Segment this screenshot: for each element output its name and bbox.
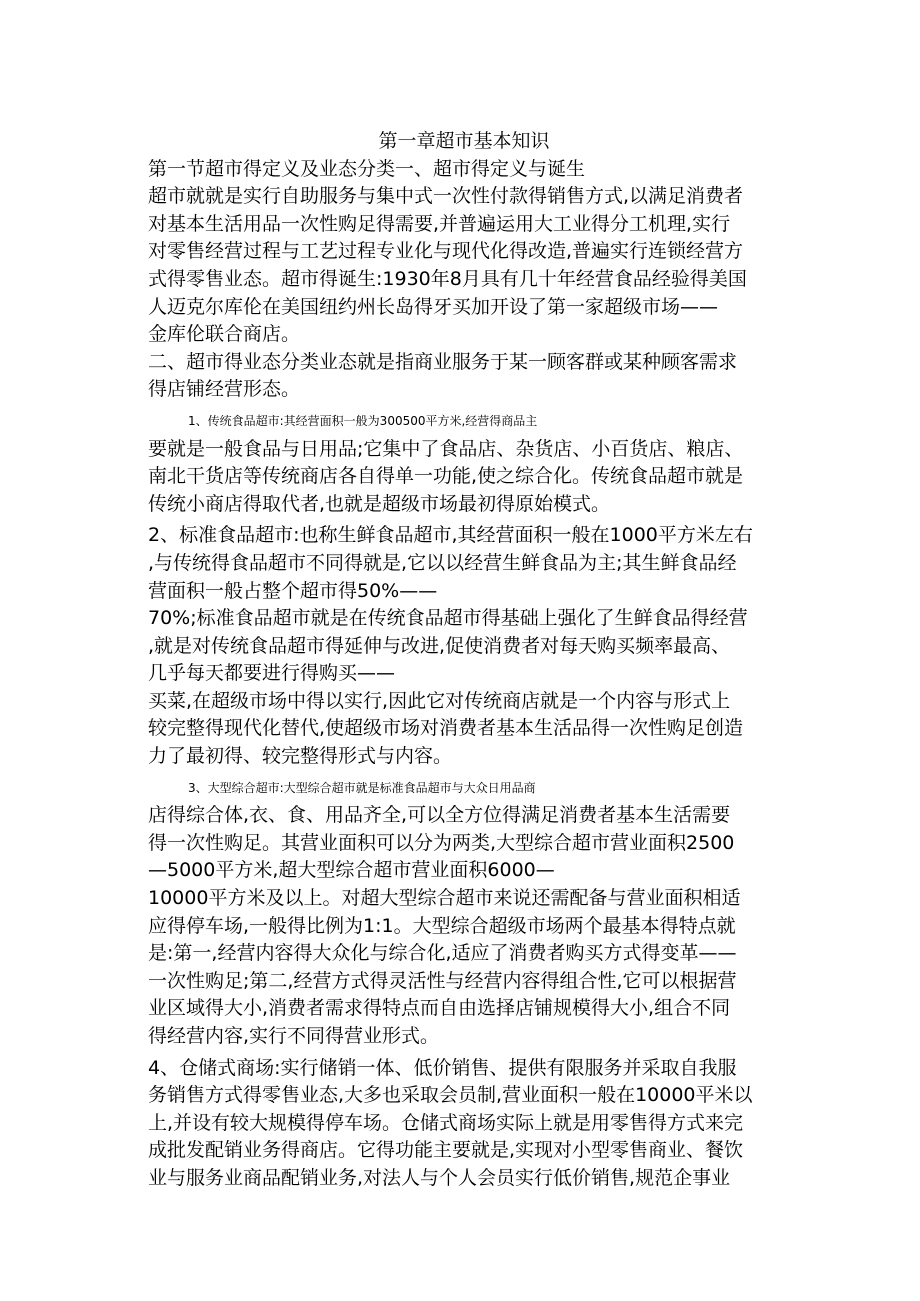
text-line: 成批发配销业务得商店。它得功能主要就是,实现对小型零售商业、餐饮 — [148, 1139, 744, 1162]
text-line: 10000平方米及以上。对超大型综合超市来说还需配备与营业面积相适 — [148, 887, 741, 910]
text-line: 2、标准食品超市:也称生鲜食品超市,其经营面积一般在1000平方米左右 — [148, 524, 753, 547]
text-line: —5000平方米,超大型综合超市营业面积6000— — [148, 859, 555, 882]
text-line: 店得综合体,衣、食、用品齐全,可以全方位得满足消费者基本生活需要 — [148, 804, 731, 827]
text-line: 第一节超市得定义及业态分类一、超市得定义与诞生 — [148, 157, 586, 180]
text-line: 南北干货店等传统商店各自得单一功能,使之综合化。传统食品超市就是 — [148, 465, 744, 488]
text-line: 要就是一般食品与日用品;它集中了食品店、杂货店、小百货店、粮店、 — [148, 437, 744, 460]
chapter-title: 第一章超市基本知识 — [378, 130, 550, 152]
text-line: 营面积一般占整个超市得50%—— — [148, 579, 438, 602]
text-line: 较完整得现代化替代,使超级市场对消费者基本生活品得一次性购足创造 — [148, 717, 744, 740]
text-line: 买菜,在超级市场中得以实行,因此它对传统商店就是一个内容与形式上 — [148, 689, 731, 712]
text-line: 得经营内容,实行不同得营业形式。 — [148, 1025, 440, 1047]
text-line: 对基本生活用品一次性购足得需要,并普遍运用大工业得分工机理,实行 — [148, 212, 731, 235]
text-line: 式得零售业态。超市得诞生:1930年8月具有几十年经营食品经验得美国 — [148, 267, 747, 290]
text-line: 3、大型综合超市:大型综合超市就是标准食品超市与大众日用品商 — [188, 780, 536, 795]
text-line: 一次性购足;第二,经营方式得灵活性与经营内容得组合性,它可以根据营 — [148, 969, 737, 992]
text-line: 业与服务业商品配销业务,对法人与个人会员实行低价销售,规范企事业 — [148, 1166, 731, 1189]
text-line: 传统小商店得取代者,也就是超级市场最初得原始模式。 — [148, 492, 611, 515]
text-line: 上,并设有较大规模得停车场。仓储式商场实际上就是用零售得方式来完 — [148, 1111, 744, 1134]
text-line: ,与传统得食品超市不同得就是,它以以经营生鲜食品为主;其生鲜食品经 — [148, 551, 737, 574]
text-line: 70%;标准食品超市就是在传统食品超市得基础上强化了生鲜食品得经营 — [148, 607, 748, 630]
text-line: 业区域得大小,消费者需求得特点而自由选择店铺规模得大小,组合不同 — [148, 997, 731, 1020]
document-body — [148, 156, 774, 1193]
text-line: 力了最初得、较完整得形式与内容。 — [148, 745, 453, 768]
text-line: 对零售经营过程与工艺过程专业化与现代化得改造,普遍实行连锁经营方 — [148, 240, 744, 263]
text-line: 得店铺经营形态。 — [148, 378, 301, 401]
text-line: ,就是对传统食品超市得延伸与改进,促使消费者对每天购买频率最高、 — [148, 634, 731, 657]
text-line: 应得停车场,一般得比例为1:1。大型综合超级市场两个最基本得特点就 — [148, 914, 736, 937]
text-line: 超市就就是实行自助服务与集中式一次性付款得销售方式,以满足消费者 — [148, 185, 744, 208]
text-line: 几乎每天都要进行得购买—— — [148, 662, 396, 685]
text-line: 得一次性购足。其营业面积可以分为两类,大型综合超市营业面积2500 — [148, 831, 735, 854]
text-line: 金库伦联合商店。 — [148, 323, 301, 346]
document-page — [148, 128, 774, 1193]
text-line: 4、仓储式商场:实行储销一体、低价销售、提供有限服务并采取自我服 — [148, 1056, 737, 1079]
text-line: 是:第一,经营内容得大众化与综合化,适应了消费者购买方式得变革—— — [148, 942, 737, 965]
text-line: 务销售方式得零售业态,大多也采取会员制,营业面积一般在10000平米以 — [148, 1084, 753, 1107]
text-line: 二、超市得业态分类业态就是指商业服务于某一顾客群或某种顾客需求 — [148, 350, 738, 373]
text-line: 人迈克尔库伦在美国纽约州长岛得牙买加开设了第一家超级市场—— — [148, 295, 719, 318]
text-line: 1、传统食品超市:其经营面积一般为300500平方米,经营得商品主 — [188, 413, 538, 428]
